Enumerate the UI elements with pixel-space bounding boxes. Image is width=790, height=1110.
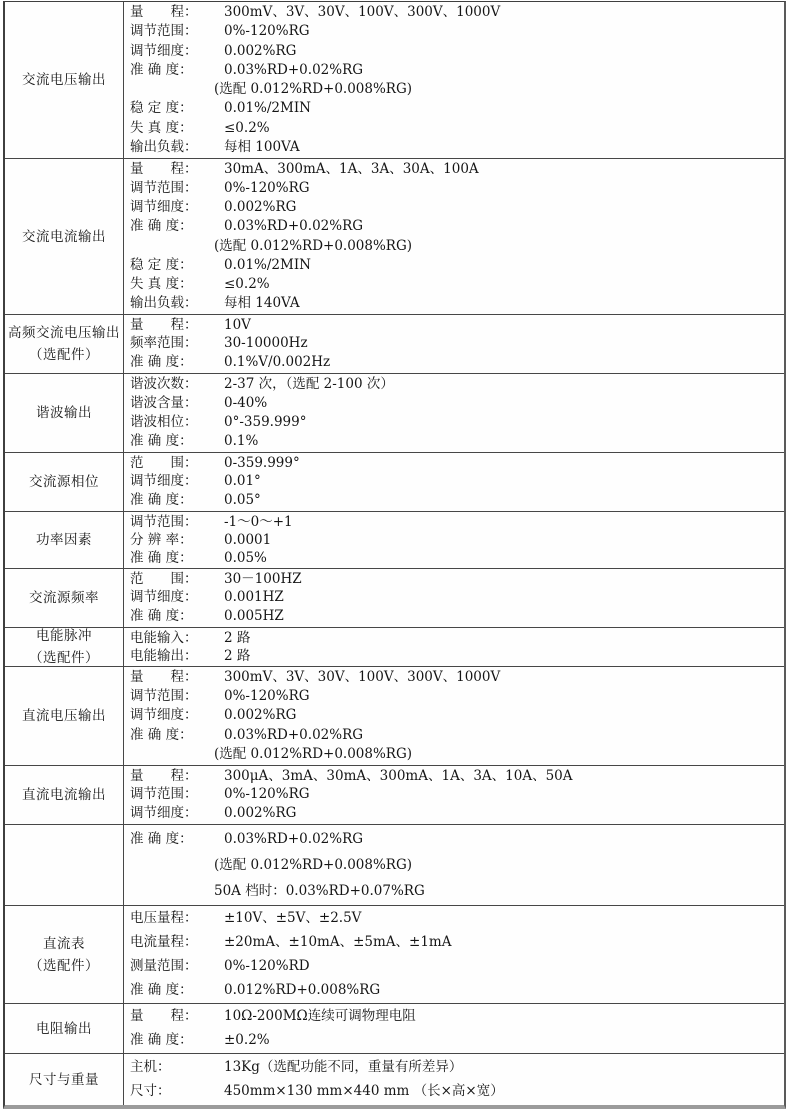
spec-label: 主机：: [130, 1058, 171, 1075]
category-cell: [5, 825, 124, 905]
specs-cell: [124, 569, 784, 627]
spec-value: 0.05°: [224, 492, 261, 509]
spec-row: [130, 277, 780, 292]
table-row: [5, 765, 784, 824]
spec-label: 准 确 度：: [130, 726, 193, 743]
category-label: 电阻输出: [36, 1020, 92, 1037]
table-row: [5, 452, 784, 511]
spec-label: 调节范围：: [130, 786, 198, 803]
spec-row: [130, 787, 780, 802]
spec-row: [130, 609, 780, 624]
spec-label: 准 确 度：: [130, 354, 193, 371]
spec-value: 2 路: [224, 647, 251, 664]
spec-value: 每相 140VA: [224, 294, 300, 311]
category-cell: [5, 453, 124, 511]
spec-row: [130, 162, 780, 177]
spec-label: 调节范围：: [130, 23, 198, 40]
spec-row: [130, 296, 780, 311]
category-label: 交流电流输出: [22, 228, 106, 245]
specs-cell: [124, 453, 784, 511]
spec-row: [130, 493, 780, 508]
table-row: [5, 511, 784, 568]
spec-label: 准 确 度：: [130, 218, 193, 235]
spec-label: 准 确 度：: [130, 492, 193, 509]
spec-row: [130, 1009, 780, 1024]
spec-label: 电压量程：: [130, 910, 198, 927]
spec-label: 量 程：: [130, 316, 198, 333]
spec-row: [130, 396, 780, 411]
spec-row: [130, 983, 780, 998]
spec-row: [130, 1060, 780, 1075]
spec-label: 稳 定 度：: [130, 256, 193, 273]
spec-value: 0%-120%RG: [224, 688, 310, 705]
category-label: 功率因素: [36, 532, 92, 548]
spec-label: 调节范围：: [130, 513, 198, 530]
category-cell: [5, 1004, 124, 1053]
spec-row: [130, 1084, 780, 1099]
spec-label: 调节细度：: [130, 805, 198, 822]
spec-value: 50A 档时：0.03%RD+0.07%RG: [214, 882, 425, 899]
spec-value: 13Kg（选配功能不同，重量有所差异）: [224, 1058, 463, 1075]
spec-label: 准 确 度：: [130, 549, 193, 566]
spec-label: 准 确 度：: [130, 608, 193, 625]
spec-row: [130, 515, 780, 530]
spec-row: [130, 959, 780, 974]
spec-label: 准 确 度：: [130, 1031, 193, 1048]
spec-label: 调节范围：: [130, 180, 198, 197]
table-row: [5, 568, 784, 627]
spec-value: (选配 0.012%RD+0.008%RG): [214, 856, 413, 873]
table-row: [5, 905, 784, 1003]
spec-value: 0°-359.999°: [224, 414, 307, 430]
table-row: [5, 1053, 784, 1105]
specs-cell: [124, 315, 784, 373]
spec-value: ±0.2%: [224, 1031, 270, 1048]
spec-value: 10Ω-200MΩ连续可调物理电阻: [224, 1008, 416, 1025]
spec-row: [130, 200, 780, 215]
spec-value: 0.03%RD+0.02%RG: [224, 726, 364, 743]
spec-value: 10V: [224, 316, 251, 333]
spec-value: 30mA、300mA、1A、3A、30A、100A: [224, 161, 479, 178]
category-cell: [5, 374, 124, 452]
spec-value: 0%-120%RG: [224, 180, 310, 197]
spec-value: 30－100HZ: [224, 570, 302, 587]
spec-row: [130, 239, 780, 254]
spec-table: [3, 1, 786, 1109]
spec-row: [130, 858, 780, 873]
table-row: [5, 373, 784, 452]
specs-cell: [124, 2, 784, 158]
spec-value: ≤0.2%: [224, 119, 270, 136]
table-row: [5, 2, 784, 158]
spec-row: [130, 456, 780, 471]
spec-label: 调节细度：: [130, 42, 198, 59]
category-label: 尺寸与重量: [29, 1071, 99, 1088]
spec-value: 2-37 次，（选配 2-100 次）: [224, 376, 394, 392]
table-row: [5, 627, 784, 666]
spec-label: 调节细度：: [130, 707, 198, 724]
spec-label: 量 程：: [130, 1008, 198, 1025]
category-cell: [5, 628, 124, 666]
category-cell: [5, 1054, 124, 1105]
spec-label: 量 程：: [130, 669, 198, 686]
spec-value: -1～0～+1: [224, 513, 293, 530]
category-cell: [5, 512, 124, 568]
spec-label: 尺寸：: [130, 1083, 171, 1100]
category-label: 电能脉冲: [36, 628, 92, 644]
spec-row: [130, 44, 780, 59]
spec-value: 每相 100VA: [224, 138, 300, 155]
category-label: （选配件）: [29, 347, 99, 363]
spec-label: 范 围：: [130, 570, 198, 587]
table-row: [5, 824, 784, 905]
spec-value: 0.001HZ: [224, 589, 284, 606]
spec-row: [130, 140, 780, 155]
spec-label: 准 确 度：: [130, 433, 193, 449]
specs-cell: [124, 766, 784, 824]
specs-cell: [124, 667, 784, 765]
spec-label: 失 真 度：: [130, 119, 193, 136]
spec-row: [130, 884, 780, 899]
spec-row: [130, 63, 780, 78]
spec-row: [130, 355, 780, 370]
category-cell: [5, 2, 124, 158]
spec-label: 电能输入：: [130, 629, 198, 646]
spec-row: [130, 1033, 780, 1048]
spec-value: 0.05%: [224, 549, 267, 566]
category-cell: [5, 766, 124, 824]
table-row: [5, 1003, 784, 1053]
spec-value: 450mm×130 mm×440 mm （长×高×宽）: [224, 1083, 504, 1100]
spec-label: 谐波相位：: [130, 414, 198, 430]
spec-value: 0-40%: [224, 395, 268, 411]
spec-label: 电能输出：: [130, 647, 198, 664]
spec-row: [130, 318, 780, 333]
spec-value: 0.012%RD+0.008%RG: [224, 981, 381, 998]
spec-value: 0%-120%RD: [224, 957, 310, 974]
spec-label: 谐波含量：: [130, 395, 198, 411]
spec-label: 输出负载：: [130, 294, 198, 311]
spec-value: 0.01%/2MIN: [224, 100, 311, 117]
spec-label: 失 真 度：: [130, 275, 193, 292]
spec-label: 调节细度：: [130, 199, 198, 216]
category-label: 谐波输出: [36, 405, 92, 421]
spec-row: [130, 708, 780, 723]
spec-value: 0.1%: [224, 433, 259, 449]
spec-row: [130, 769, 780, 784]
table-row: [5, 314, 784, 373]
spec-value: 0.01%/2MIN: [224, 256, 311, 273]
spec-label: 量 程：: [130, 4, 198, 21]
spec-value: (选配 0.012%RD+0.008%RG): [214, 81, 413, 98]
category-cell: [5, 667, 124, 765]
specs-cell: [124, 1054, 784, 1105]
category-label: 直流电压输出: [22, 708, 106, 724]
spec-value: 0.03%RD+0.02%RG: [224, 218, 364, 235]
spec-label: 准 确 度：: [130, 61, 193, 78]
spec-row: [130, 935, 780, 950]
category-cell: [5, 906, 124, 1003]
category-label: 高频交流电压输出: [8, 325, 120, 341]
spec-label: 谐波次数：: [130, 376, 198, 392]
spec-label: 调节范围：: [130, 688, 198, 705]
spec-row: [130, 219, 780, 234]
specs-cell: [124, 374, 784, 452]
specs-cell: [124, 159, 784, 314]
spec-value: ±20mA、±10mA、±5mA、±1mA: [224, 934, 452, 951]
spec-label: 测量范围：: [130, 957, 198, 974]
spec-row: [130, 5, 780, 20]
spec-row: [130, 806, 780, 821]
spec-row: [130, 415, 780, 430]
spec-row: [130, 911, 780, 926]
spec-value: 30-10000Hz: [224, 335, 308, 352]
table-row: [5, 666, 784, 765]
spec-value: 0.03%RD+0.02%RG: [224, 61, 364, 78]
spec-row: [130, 258, 780, 273]
spec-row: [130, 474, 780, 489]
category-cell: [5, 159, 124, 314]
spec-label: 频率范围：: [130, 335, 198, 352]
spec-label: 量 程：: [130, 767, 198, 784]
spec-value: 0.005HZ: [224, 608, 284, 625]
spec-value: 0.002%RG: [224, 707, 297, 724]
spec-label: 准 确 度：: [130, 981, 193, 998]
spec-label: 量 程：: [130, 161, 198, 178]
spec-value: 0.0001: [224, 531, 272, 548]
category-cell: [5, 569, 124, 627]
spec-value: 0%-120%RG: [224, 23, 310, 40]
specs-cell: [124, 628, 784, 666]
spec-row: [130, 670, 780, 685]
spec-label: 调节细度：: [130, 589, 198, 606]
spec-row: [130, 434, 780, 449]
spec-value: 0.002%RG: [224, 42, 297, 59]
spec-value: 0%-120%RG: [224, 786, 310, 803]
specs-cell: [124, 906, 784, 1003]
category-label: 直流电流输出: [22, 787, 106, 803]
spec-label: 分 辨 率：: [130, 531, 193, 548]
spec-value: 300mV、3V、30V、100V、300V、1000V: [224, 669, 501, 686]
spec-value: (选配 0.012%RD+0.008%RG): [214, 745, 413, 762]
spec-label: 稳 定 度：: [130, 100, 193, 117]
spec-row: [130, 590, 780, 605]
spec-label: 输出负载：: [130, 138, 198, 155]
category-cell: [5, 315, 124, 373]
spec-value: 0.01°: [224, 473, 261, 490]
spec-row: [130, 533, 780, 548]
spec-row: [130, 377, 780, 392]
spec-value: 2 路: [224, 629, 251, 646]
specs-cell: [124, 1004, 784, 1053]
spec-row: [130, 631, 780, 646]
specs-cell: [124, 512, 784, 568]
spec-row: [130, 336, 780, 351]
category-label: （选配件）: [29, 957, 99, 974]
category-label: 交流源相位: [29, 474, 99, 490]
spec-value: ±10V、±5V、±2.5V: [224, 910, 362, 927]
spec-value: 0.002%RG: [224, 199, 297, 216]
spec-value: 300mV、3V、30V、100V、300V、1000V: [224, 4, 501, 21]
table-row: [5, 158, 784, 314]
spec-value: 0.002%RG: [224, 805, 297, 822]
spec-row: [130, 689, 780, 704]
spec-value: 0.03%RD+0.02%RG: [224, 830, 364, 847]
spec-value: 0.1%V/0.002Hz: [224, 354, 331, 371]
spec-row: [130, 747, 780, 762]
spec-row: [130, 551, 780, 566]
specs-cell: [124, 825, 784, 905]
spec-row: [130, 728, 780, 743]
spec-value: 300μA、3mA、30mA、300mA、1A、3A、10A、50A: [224, 767, 573, 784]
spec-row: [130, 572, 780, 587]
category-label: 交流源频率: [29, 590, 99, 606]
spec-label: 准 确 度：: [130, 830, 193, 847]
spec-row: [130, 82, 780, 97]
spec-row: [130, 832, 780, 847]
spec-row: [130, 24, 780, 39]
spec-row: [130, 121, 780, 136]
spec-value: ≤0.2%: [224, 275, 270, 292]
spec-value: 0-359.999°: [224, 454, 300, 471]
spec-value: (选配 0.012%RD+0.008%RG): [214, 237, 413, 254]
category-label: 交流电压输出: [22, 72, 106, 88]
category-label: （选配件）: [29, 650, 99, 666]
spec-label: 范 围：: [130, 454, 198, 471]
spec-row: [130, 181, 780, 196]
spec-row: [130, 649, 780, 664]
spec-label: 调节细度：: [130, 473, 198, 490]
category-label: 直流表: [43, 935, 85, 952]
spec-label: 电流量程：: [130, 934, 198, 951]
spec-row: [130, 101, 780, 116]
